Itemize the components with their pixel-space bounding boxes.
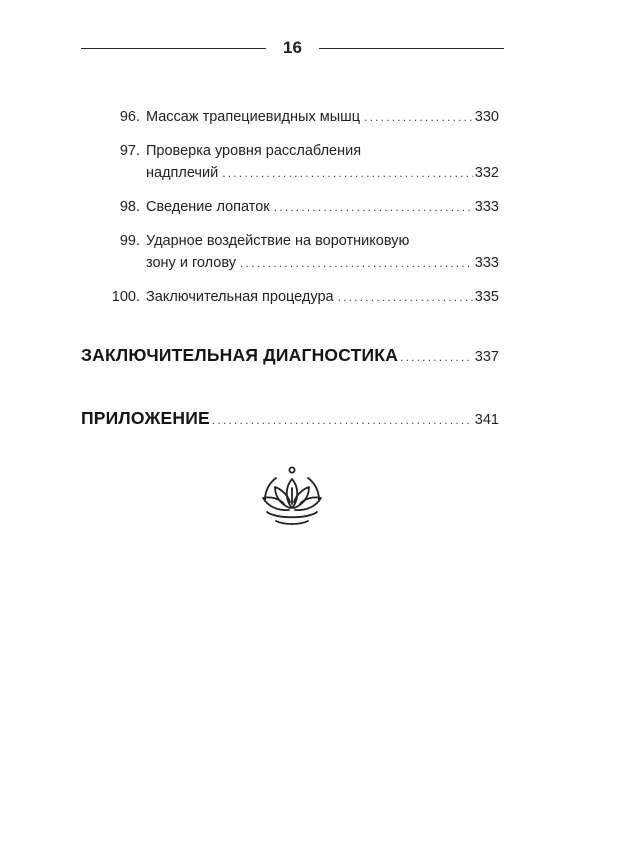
toc-entry-title: Проверка уровня расслабления	[146, 143, 362, 159]
toc-entry-title: Массаж трапециевидных мышц	[146, 109, 361, 125]
toc-section-title: ПРИЛОЖЕНИЕ	[81, 408, 210, 428]
dot-leader	[364, 106, 473, 128]
toc-entry-page: 335	[474, 289, 499, 305]
toc-entry-page: 333	[474, 199, 499, 215]
page-header	[81, 36, 504, 60]
dot-leader	[222, 162, 473, 184]
toc-section-page: 341	[474, 412, 499, 428]
toc-entry-number: 97.	[119, 143, 140, 159]
toc-entry-97[interactable]	[81, 140, 499, 184]
header-rule-right	[319, 48, 504, 49]
lotus-icon	[258, 464, 326, 528]
toc-entry-96[interactable]	[81, 106, 499, 128]
toc-entry-page: 332	[474, 165, 499, 181]
toc-section-title: ЗАКЛЮЧИТЕЛЬНАЯ ДИАГНОСТИКА	[81, 345, 399, 365]
dot-leader	[240, 252, 473, 274]
toc-entry-number: 99.	[119, 233, 140, 249]
toc-entry-title-continued: надплечий	[146, 165, 219, 181]
toc-entry-page: 333	[474, 255, 499, 271]
toc-entry-title: Заключительная процедура	[146, 289, 334, 305]
dot-leader	[274, 196, 473, 218]
toc-entry-title-continued: зону и голову	[146, 255, 237, 271]
toc-section-page: 337	[474, 349, 499, 365]
toc-entry-number: 98.	[119, 199, 140, 215]
dot-leader	[212, 413, 473, 427]
toc-entry-title: Ударное воздействие на воротниковую	[146, 233, 410, 249]
toc-entry-99[interactable]	[81, 230, 499, 274]
page-number: 16	[283, 38, 302, 57]
table-of-contents	[81, 106, 499, 308]
toc-section-final-diagnostics[interactable]	[81, 343, 499, 367]
toc-entry-100[interactable]	[81, 286, 499, 308]
dot-leader	[400, 350, 473, 364]
dot-leader	[338, 286, 473, 308]
toc-section-appendix[interactable]	[81, 406, 499, 430]
toc-entry-page: 330	[474, 109, 499, 125]
toc-entry-number: 96.	[119, 109, 140, 125]
toc-entry-number: 100.	[111, 289, 140, 305]
toc-entry-title: Сведение лопаток	[146, 199, 270, 215]
toc-entry-98[interactable]	[81, 196, 499, 218]
